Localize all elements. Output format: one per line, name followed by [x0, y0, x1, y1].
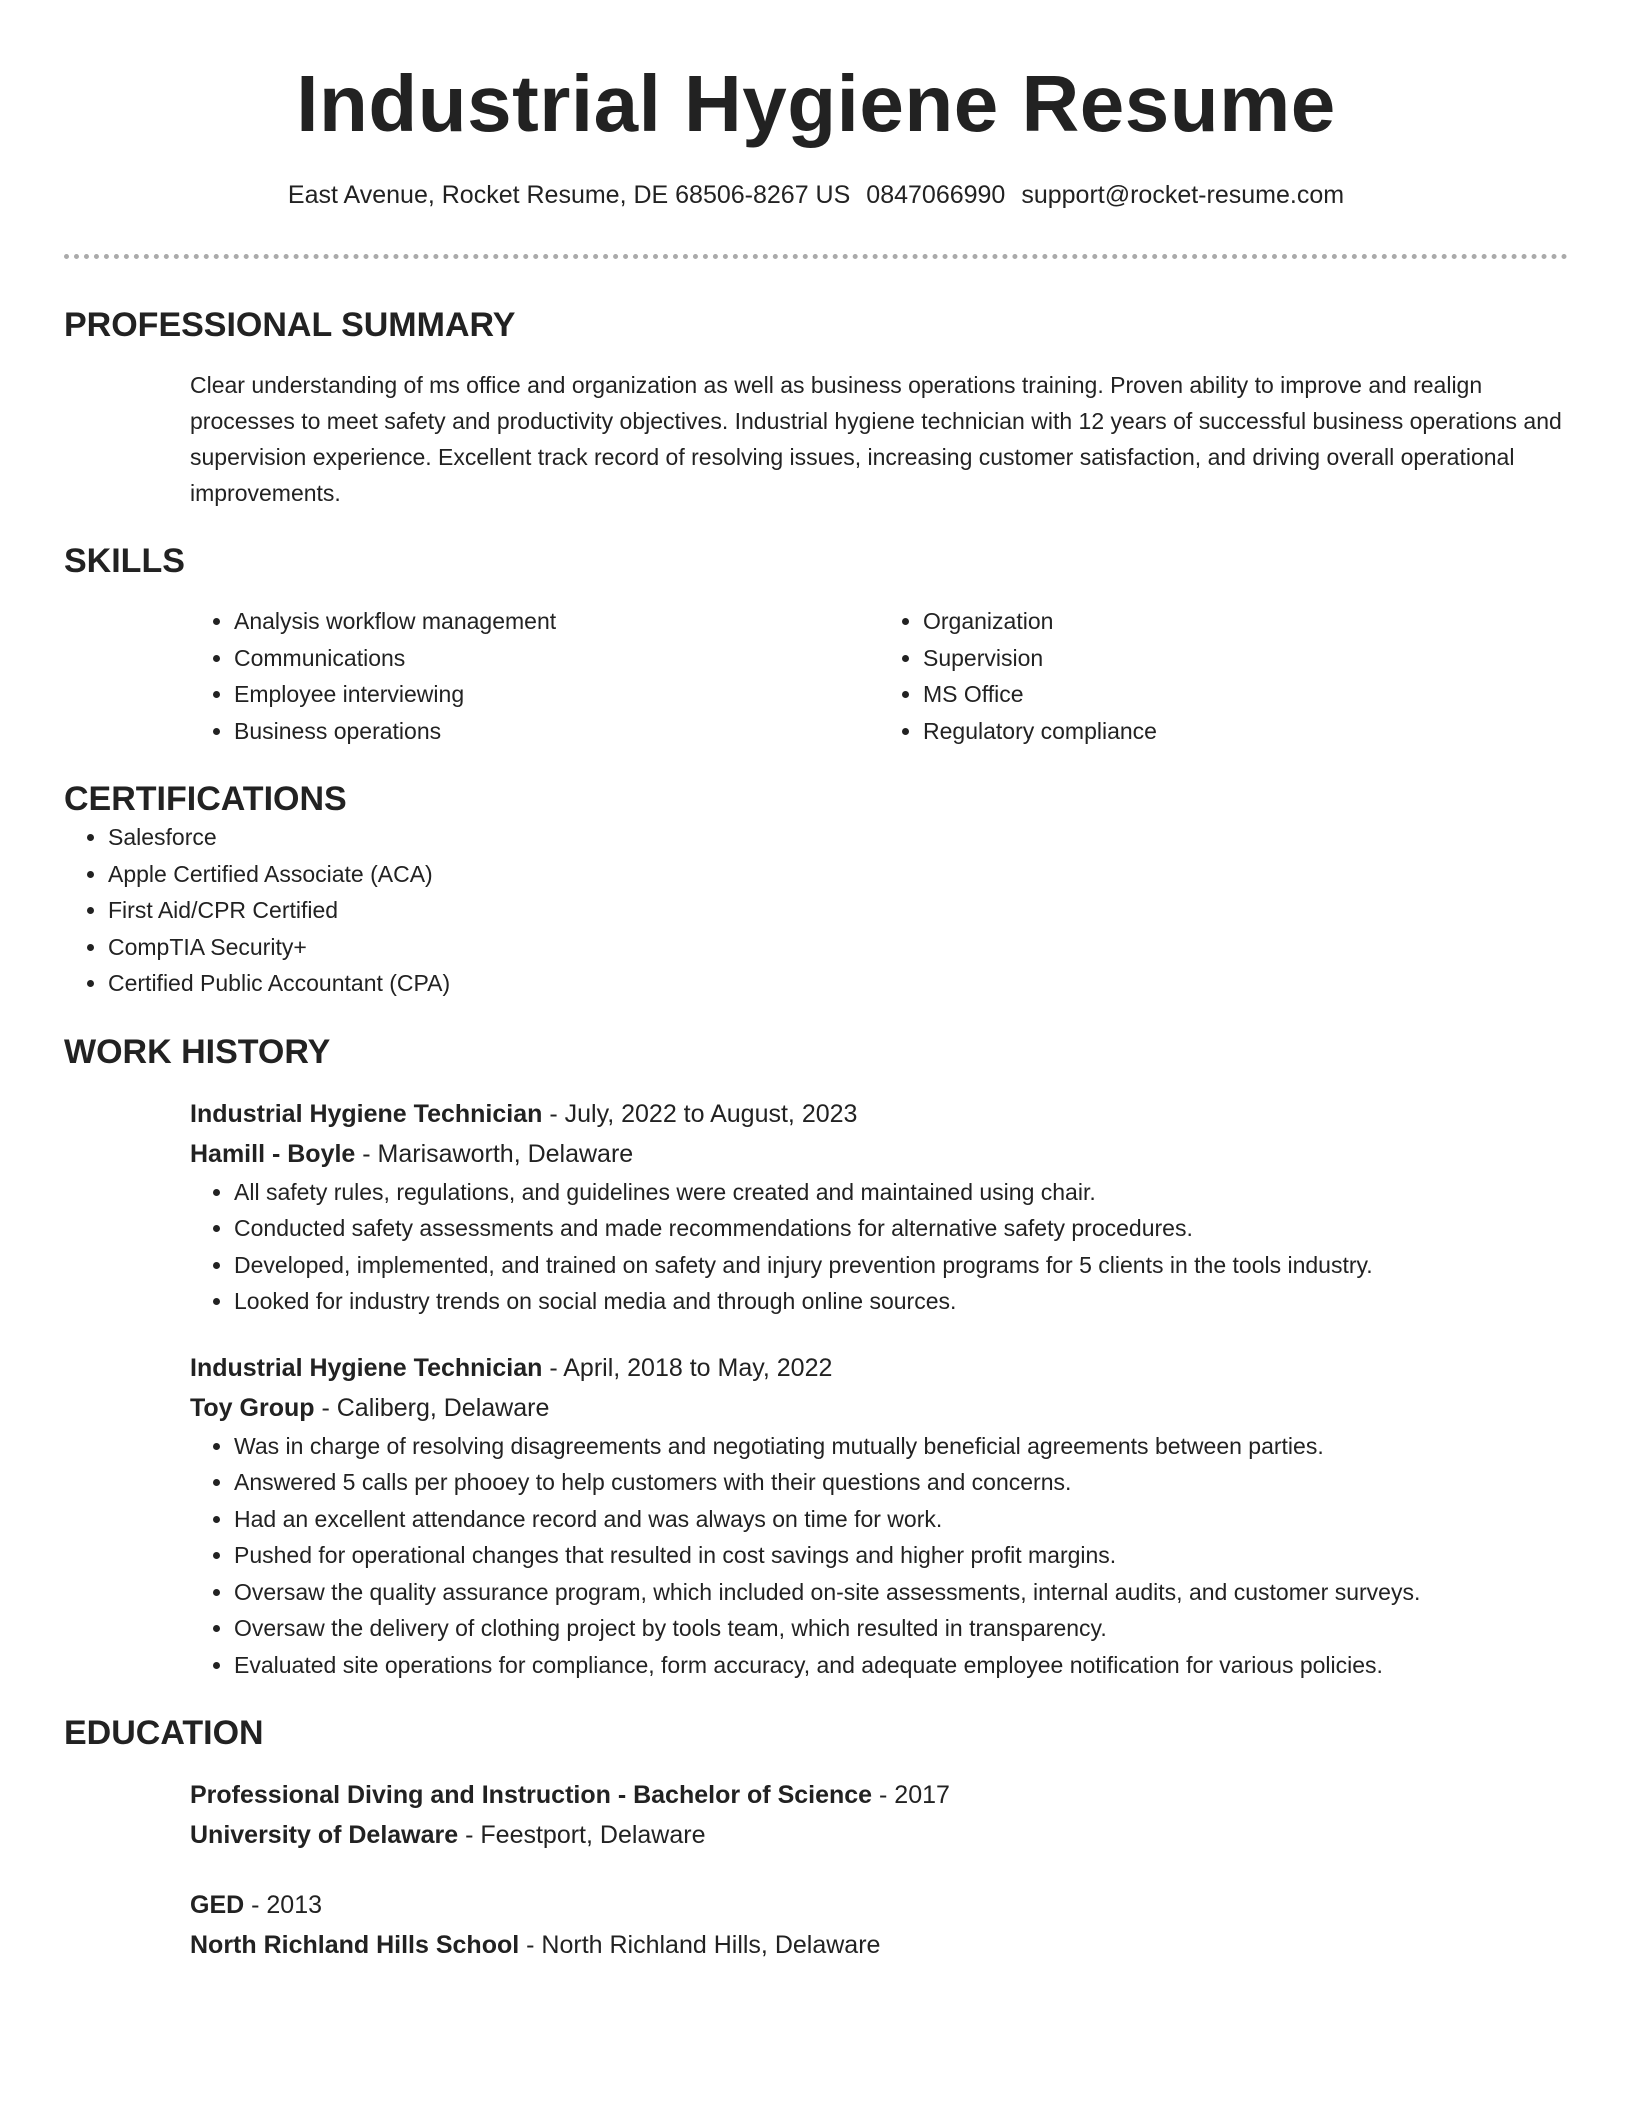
work-history-heading: WORK HISTORY: [64, 1032, 331, 1071]
education-degree-line: [190, 1775, 1568, 1815]
certifications-section: [64, 779, 1568, 1002]
education-location: - Feestport, Delaware: [458, 1821, 706, 1849]
education-degree-line: [190, 1885, 1568, 1925]
job-title-line: [190, 1094, 1568, 1134]
job-location: - Caliberg, Delaware: [314, 1393, 550, 1422]
education-entry: [190, 1775, 1568, 1855]
certification-item: • Certified Public Accountant (CPA): [108, 965, 1568, 1002]
job-bullet: • Looked for industry trends on social media and through online sources.: [234, 1283, 1568, 1320]
skill-item: • Communications: [234, 640, 879, 677]
skill-item: • Analysis workflow management: [234, 603, 879, 640]
education-entry: [190, 1885, 1568, 1965]
certification-item: • First Aid/CPR Certified: [108, 892, 1568, 929]
job-entry: [190, 1094, 1568, 1320]
job-location: - Marisaworth, Delaware: [355, 1139, 634, 1168]
job-bullet: • Oversaw the quality assurance program, which included on-site assessments, internal audits, and customer surveys.: [234, 1574, 1568, 1611]
certification-item: • CompTIA Security+: [108, 929, 1568, 966]
skill-item: • Organization: [923, 603, 1568, 640]
education-year: - 2017: [872, 1781, 950, 1809]
job-company: Toy Group: [190, 1393, 315, 1422]
education-school: North Richland Hills School: [190, 1931, 520, 1959]
job-bullets: [64, 1174, 1568, 1320]
resume-title: Industrial Hygiene Resume: [296, 59, 1336, 148]
job-company: Hamill - Boyle: [190, 1139, 356, 1168]
skill-item: • MS Office: [923, 676, 1568, 713]
skill-item: • Regulatory compliance: [923, 713, 1568, 750]
job-bullet: • Pushed for operational changes that resulted in cost savings and higher profit margins.: [234, 1537, 1568, 1574]
education-section: [64, 1713, 1568, 1965]
certifications-heading: CERTIFICATIONS: [64, 780, 347, 818]
education-school-line: [190, 1815, 1568, 1855]
education-year: - 2013: [244, 1891, 323, 1919]
contact-phone: 0847066990: [866, 181, 1006, 209]
certification-item: • Apple Certified Associate (ACA): [108, 856, 1568, 893]
contact-line: [64, 180, 1568, 210]
contact-email: support@rocket-resume.com: [1021, 181, 1345, 209]
job-title: Industrial Hygiene Technician: [190, 1099, 543, 1128]
resume-page: [64, 0, 1568, 1965]
education-degree: GED: [190, 1891, 245, 1919]
skills-section: [64, 541, 1568, 749]
skills-right-list: [879, 603, 1568, 749]
job-bullet: • Was in charge of resolving disagreements and negotiating mutually beneficial agreements between parties.: [234, 1428, 1568, 1465]
education-school-line: [190, 1925, 1568, 1965]
header-divider: [64, 254, 1568, 259]
job-bullet: • Answered 5 calls per phooey to help customers with their questions and concerns.: [234, 1464, 1568, 1501]
job-bullet: • All safety rules, regulations, and guidelines were created and maintained using chair.: [234, 1174, 1568, 1211]
job-bullet: • Oversaw the delivery of clothing project by tools team, which resulted in transparency.: [234, 1610, 1568, 1647]
job-bullets: [64, 1428, 1568, 1684]
job-title-line: [190, 1348, 1568, 1388]
education-location: - North Richland Hills, Delaware: [519, 1931, 881, 1959]
skills-heading: SKILLS: [64, 542, 185, 580]
skills-grid: [190, 603, 1568, 749]
skills-left-list: [190, 603, 879, 749]
job-company-line: [190, 1388, 1568, 1428]
summary-section: [64, 305, 1568, 511]
job-bullet: • Had an excellent attendance record and was always on time for work.: [234, 1501, 1568, 1538]
job-title: Industrial Hygiene Technician: [190, 1353, 543, 1382]
education-heading: EDUCATION: [64, 1714, 264, 1752]
education-degree: Professional Diving and Instruction - Bachelor of Science: [190, 1781, 873, 1809]
work-history-section: [64, 1032, 1568, 1684]
summary-heading: PROFESSIONAL SUMMARY: [64, 306, 516, 344]
job-bullet: • Evaluated site operations for compliance, form accuracy, and adequate employee notification for various policies.: [234, 1647, 1568, 1684]
skill-item: • Employee interviewing: [234, 676, 879, 713]
education-school: University of Delaware: [190, 1821, 459, 1849]
contact-address: East Avenue, Rocket Resume, DE 68506-8267 US: [287, 181, 851, 209]
certification-item: • Salesforce: [108, 819, 1568, 856]
job-bullet: • Developed, implemented, and trained on safety and injury prevention programs for 5 clients in the tools industry.: [234, 1247, 1568, 1284]
summary-text: Clear understanding of ms office and organization as well as business operations training. Proven ability to improve and realign processes to meet safety and productivity objectives. Industrial hygiene technician with 12 years of successful business operations and supervision experience. Excellent track record of resolving issues, increasing customer satisfaction, and driving overall operational improvements.: [190, 372, 1562, 506]
job-entry: [190, 1348, 1568, 1684]
job-dates: - July, 2022 to August, 2023: [542, 1099, 858, 1128]
job-bullet: • Conducted safety assessments and made recommendations for alternative safety procedures.: [234, 1210, 1568, 1247]
certifications-list: [64, 819, 1568, 1002]
job-dates: - April, 2018 to May, 2022: [542, 1353, 833, 1382]
job-company-line: [190, 1134, 1568, 1174]
skill-item: • Business operations: [234, 713, 879, 750]
skill-item: • Supervision: [923, 640, 1568, 677]
